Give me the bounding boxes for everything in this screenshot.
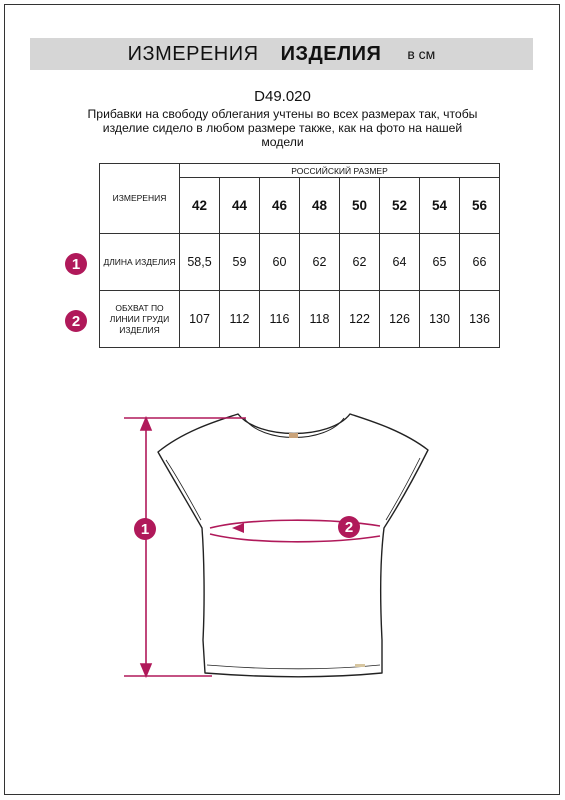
row-label: ДЛИНА ИЗДЕЛИЯ — [100, 234, 180, 291]
title-part2: ИЗДЕЛИЯ — [280, 42, 382, 65]
corner-label: ИЗМЕРЕНИЯ — [100, 164, 180, 234]
row-label: ОБХВАТ ПО ЛИНИИ ГРУДИ ИЗДЕЛИЯ — [100, 291, 180, 348]
hem-label-icon — [355, 664, 365, 667]
table-cell: 66 — [460, 234, 500, 291]
size-header: 48 — [300, 178, 340, 234]
table-cell: 59 — [220, 234, 260, 291]
model-code: D49.020 — [254, 88, 311, 105]
title-unit: в см — [407, 46, 436, 62]
table-cell: 130 — [420, 291, 460, 348]
table-cell: 58,5 — [180, 234, 220, 291]
size-header: 56 — [460, 178, 500, 234]
size-header: 42 — [180, 178, 220, 234]
row-badge-chest: 2 — [65, 310, 87, 332]
length-measure — [124, 418, 246, 676]
shirt-outline — [158, 414, 428, 677]
group-header: РОССИЙСКИЙ РАЗМЕР — [180, 164, 500, 178]
table-cell: 122 — [340, 291, 380, 348]
table-cell: 60 — [260, 234, 300, 291]
size-header: 54 — [420, 178, 460, 234]
neck-label-icon — [289, 433, 298, 438]
table-cell: 112 — [220, 291, 260, 348]
table-cell: 64 — [380, 234, 420, 291]
size-header: 52 — [380, 178, 420, 234]
table-cell: 116 — [260, 291, 300, 348]
table-cell: 118 — [300, 291, 340, 348]
size-header: 46 — [260, 178, 300, 234]
table-cell: 65 — [420, 234, 460, 291]
table-cell: 107 — [180, 291, 220, 348]
table-cell: 126 — [380, 291, 420, 348]
table-cell: 136 — [460, 291, 500, 348]
fit-note: Прибавки на свободу облегания учтены во всех размерах так, чтобы изделие сидело в любом размере также, как на фото на нашей модели — [87, 107, 478, 149]
length-badge: 1 — [134, 518, 156, 540]
size-header: 50 — [340, 178, 380, 234]
title-part1: ИЗМЕРЕНИЯ — [127, 42, 259, 65]
chest-badge: 2 — [338, 516, 360, 538]
table-cell: 62 — [300, 234, 340, 291]
table-cell: 62 — [340, 234, 380, 291]
size-header: 44 — [220, 178, 260, 234]
row-badge-length: 1 — [65, 253, 87, 275]
